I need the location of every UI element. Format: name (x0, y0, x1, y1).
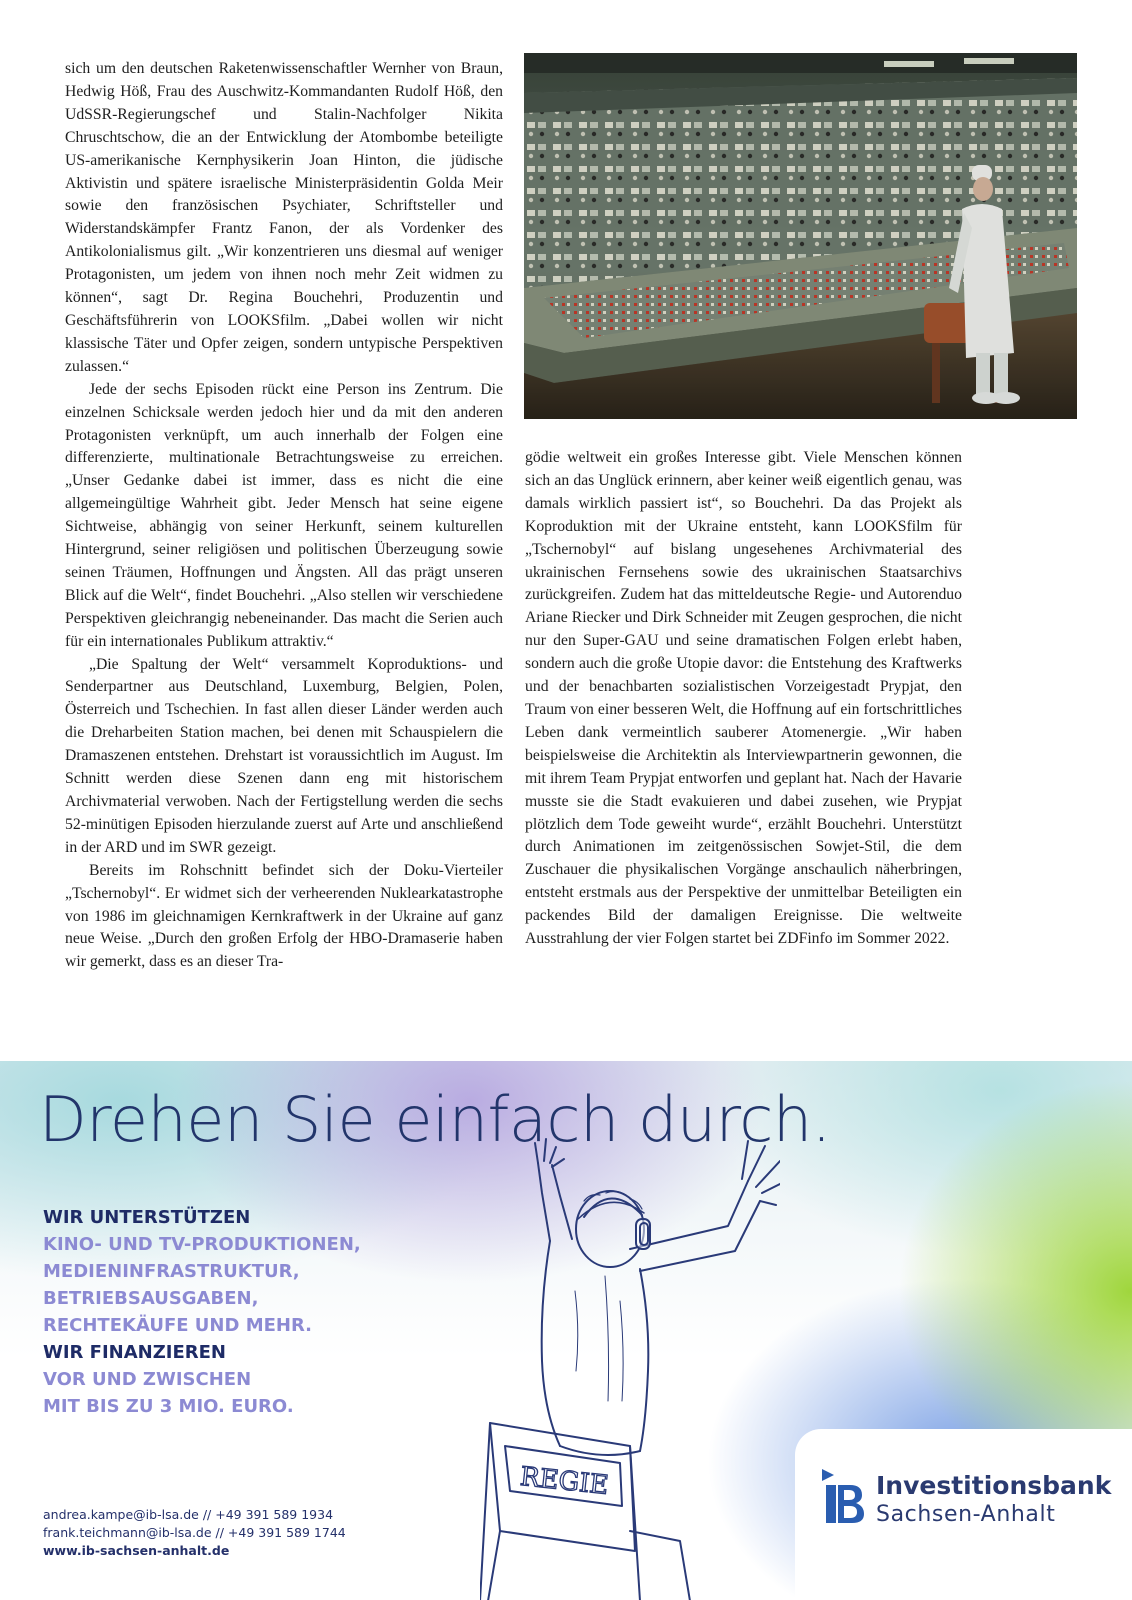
contact-info (43, 1506, 346, 1560)
finance-item: VOR UND ZWISCHEN (43, 1369, 252, 1390)
support-item: MEDIENINFRASTRUKTUR, (43, 1261, 300, 1282)
logo-panel (795, 1429, 1132, 1600)
support-item: RECHTEKÄUFE UND MEHR. (43, 1315, 312, 1336)
article-paragraph: sich um den deutschen Raketenwissenschaftler Wernher von Braun, Hedwig Höß, Frau des Auschwitz-Kommandanten Rudolf Höß, den UdSSR-Regierungschef und Stalin-Nachfolger Nikita Chruschtschow, die an der Entwicklung der Atombombe beteiligte US-amerikanische Kernphysikerin Joan Hinton, die jüdische Aktivistin und spätere israelische Ministerpräsidentin Golda Meir sowie den französischen Psychiater, Schriftsteller und Widerstandskämpfer Frantz Fanon, der als Vordenker des Antikolonialismus gilt. „Wir konzentrieren uns diesmal auf weniger Protagonisten, um jedem von ihnen noch mehr Zeit widmen zu können“, sagt Dr. Regina Bouchehri, Produzentin und Geschäftsführerin von LOOKSfilm. „Dabei wollen wir nicht klassische Täter und Opfer zeigen, sondern untypische Perspektiven zulassen.“ (65, 60, 503, 375)
ad-offer-list (43, 1204, 361, 1420)
investitionsbank-advertisement (0, 1061, 1132, 1600)
article-paragraph: Jede der sechs Episoden rückt eine Person ins Zentrum. Die einzelnen Schicksale werden jedoch hier und da mit den anderen Protagonisten verknüpft, um auch innerhalb der Folgen eine differenzierte, multinationale Betrachtungsweise zu erreichen. „Unser Gedanke dabei ist immer, dass es nicht die eine allgemeingültige Wahrheit gibt. Jeder Mensch hat seine eigene Sichtweise, abhängig von seiner Herkunft, seinem kulturellen Hintergrund, seiner religiösen und politischen Überzeugung sowie seinen Träumen, Hoffnungen und Ängsten. All das prägt unseren Blick auf die Welt“, findet Bouchehri. „Also stellen wir verschiedene Perspektiven gleichrangig nebeneinander. Das macht die Serien auch für ein internationales Publikum attraktiv.“ (65, 380, 503, 650)
investitionsbank-logo-icon (822, 1469, 866, 1525)
contact-line: andrea.kampe@ib-lsa.de // +49 391 589 1934 (43, 1507, 334, 1522)
support-item: BETRIEBSAUSGABEN, (43, 1288, 259, 1309)
article-paragraph: „Die Spaltung der Welt“ versammelt Koproduktions- und Senderpartner aus Deutschland, Luxemburg, Belgien, Polen, Österreich und Tschechien. In fast allen dieser Länder werden auch die Dreharbeiten Station machen, bei denen mit Schauspielern die Dramaszenen entstehen. Drehstart ist voraussichtlich im August. Im Schnitt werden diese Szenen dann eng mit historischem Archivmaterial verwoben. Nach der Fertigstellung werden die sechs 52-minütigen Episoden hierzulande zuerst auf Arte und anschließend in der ARD und im SWR gezeigt. (65, 655, 503, 856)
control-room-photo (524, 53, 1077, 419)
contact-line: frank.teichmann@ib-lsa.de // +49 391 589 1744 (43, 1525, 346, 1540)
finance-title: WIR FINANZIEREN (43, 1342, 226, 1363)
finance-item: MIT BIS ZU 3 MIO. EURO. (43, 1396, 294, 1417)
support-item: KINO- UND TV-PRODUKTIONEN, (43, 1234, 361, 1255)
ad-headline: Drehen Sie einfach durch. (39, 1083, 831, 1156)
logo-name: Investitionsbank (876, 1471, 1112, 1500)
article-column-right (525, 447, 962, 951)
article-paragraph: gödie weltweit ein großes Interesse gibt. Viele Menschen können sich an das Unglück erinnern, aber keiner weiß eigentlich genau, was damals wirklich passiert ist“, so Bouchehri. Da das Projekt als Koproduktion mit der Ukraine entsteht, kann LOOKSfilm für „Tschernobyl“ auf bislang ungesehenes Archivmaterial des ukrainischen Fernsehens sowie des ukrainischen Staatsarchivs zurückgreifen. Zudem hat das mitteldeutsche Regie- und Autorenduo Ariane Riecker und Dirk Schneider mit Zeugen gesprochen, die nicht nur den Super-GAU und seine dramatischen Folgen erlebt haben, sondern auch die große Utopie davor: die Entstehung des Kraftwerks und der benachbarten sozialistischen Vorzeigestadt Prypjat, den Traum von einer besseren Welt, die Hoffnung auf ein fortschrittliches Leben dank vermeintlich sauberer Atomenergie. „Wir haben beispielsweise die Architektin als Interviewpartnerin gewonnen, die mit ihrem Team Prypjat entworfen und geplant hat. Nach der Havarie musste sie die Stadt evakuieren und dabei zusehen, wie Prypjat plötzlich dem Tode geweiht wurde“, erzählt Bouchehri. Unterstützt durch Animationen im zeitgenössischen Sowjet-Stil, die dem Zuschauer die physikalischen Vorgänge anschaulich näherbringen, entsteht erstmals aus der Perspektive der unmittelbar Beteiligten ein packendes Bild der damaligen Ereignisse. Die weltweite Ausstrahlung der vier Folgen startet bei ZDFinfo im Sommer 2022. (525, 449, 962, 948)
article-paragraph: Bereits im Rohschnitt befindet sich der Doku-Vierteiler „Tschernobyl“. Er widmet sich der verheerenden Nuklearkatastrophe von 1986 im gleichnamigen Kernkraftwerk in der Ukraine auf ganz neue Weise. „Durch den großen Erfolg der HBO-Dramaserie haben wir gemerkt, dass es an dieser Tra- (65, 861, 503, 971)
support-title: WIR UNTERSTÜTZEN (43, 1207, 251, 1228)
director-sketch-illustration (480, 1101, 780, 1600)
article-column-left (65, 58, 503, 974)
logo-region: Sachsen-Anhalt (876, 1502, 1056, 1527)
website-link[interactable]: www.ib-sachsen-anhalt.de (43, 1543, 230, 1558)
chair-label: REGIE (518, 1461, 610, 1501)
